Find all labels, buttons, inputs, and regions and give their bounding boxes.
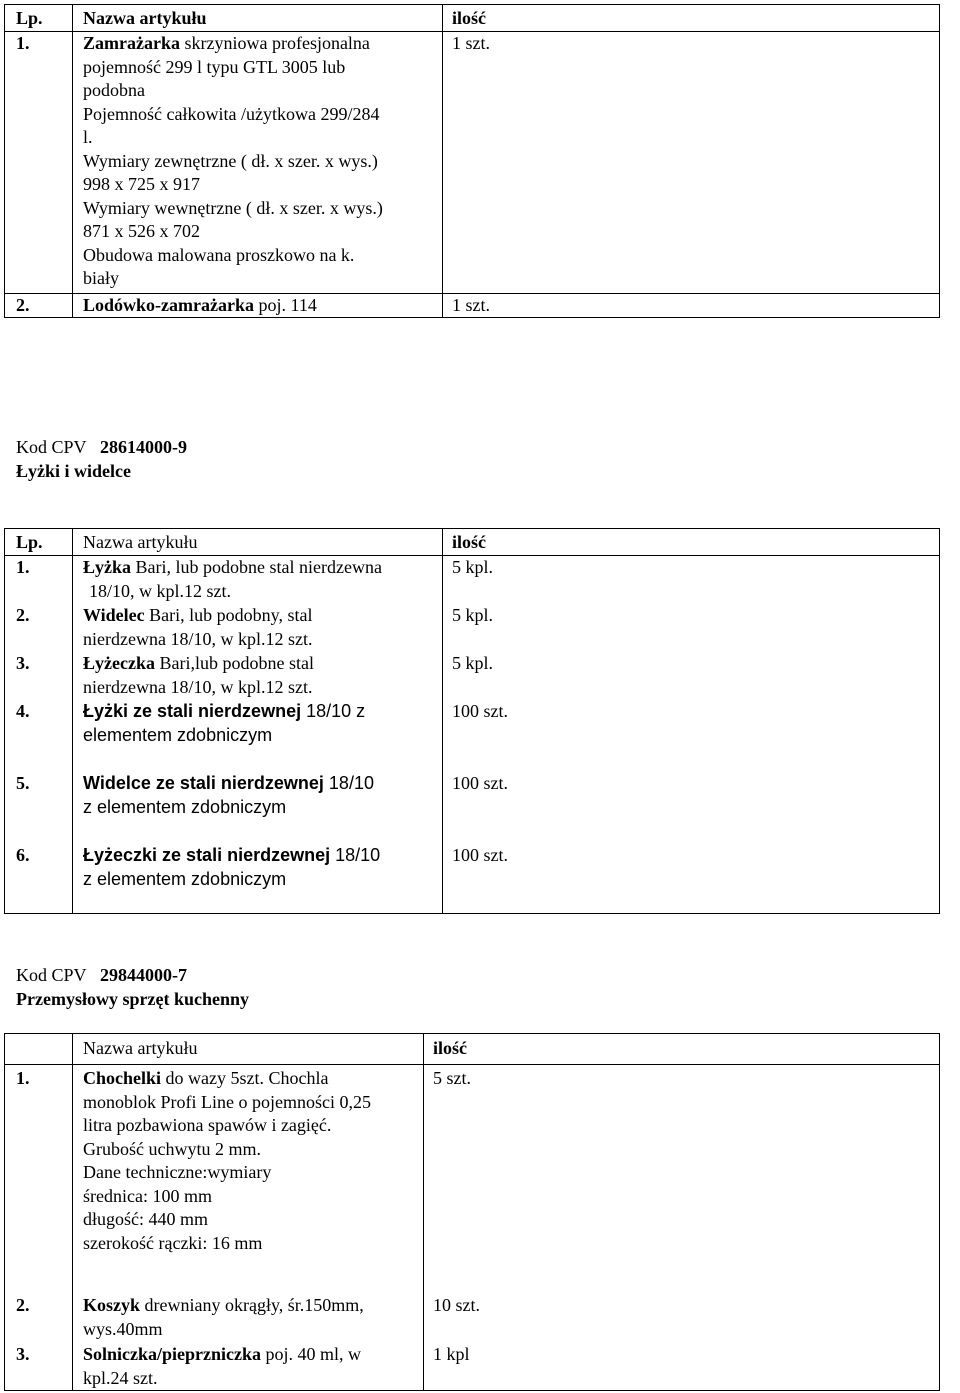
- row-lp: 3.: [16, 653, 30, 673]
- cpv-label: Kod CPV: [16, 437, 87, 457]
- table-row: Lodówko-zamrażarka poj. 114: [83, 295, 317, 315]
- table-row: Łyżka Bari, lub podobne stal nierdzewna 18/10, w kpl.12 szt.: [83, 557, 382, 601]
- header-name: Nazwa artykułu: [83, 8, 207, 28]
- row-qty: 5 kpl.: [452, 605, 494, 625]
- row-qty: 10 szt.: [433, 1295, 480, 1315]
- row-lp: 2.: [16, 295, 30, 315]
- row-qty: 5 kpl.: [452, 653, 494, 673]
- item-name: Koszyk: [83, 1295, 141, 1315]
- item-name: Zamrażarka: [83, 33, 180, 53]
- table-refrigeration: [4, 4, 940, 318]
- item-name: Chochelki: [83, 1068, 162, 1088]
- row-lp: 4.: [16, 701, 30, 721]
- table-row: Koszyk drewniany okrągły, śr.150mm, wys.40mm: [83, 1295, 364, 1339]
- item-name: Łyżeczka: [83, 653, 155, 673]
- row-qty: 100 szt.: [452, 701, 508, 721]
- row-lp: 3.: [16, 1344, 30, 1364]
- header-qty: ilość: [433, 1038, 467, 1058]
- section-title: Łyżki i widelce: [16, 461, 131, 481]
- row-qty: 100 szt.: [452, 773, 508, 793]
- item-name: Łyżki ze stali nierdzewnej: [83, 701, 302, 721]
- table-row: Solniczka/pieprzniczka poj. 40 ml, w kpl.24 szt.: [83, 1344, 362, 1388]
- cpv-label: Kod CPV: [16, 965, 87, 985]
- item-name: Łyżeczki ze stali nierdzewnej: [83, 845, 331, 865]
- row-qty: 5 szt.: [433, 1068, 471, 1088]
- cpv-code: 29844000-7: [100, 965, 188, 985]
- row-qty: 1 szt.: [452, 33, 490, 53]
- item-name: Widelce ze stali nierdzewnej: [83, 773, 324, 793]
- row-qty: 100 szt.: [452, 845, 508, 865]
- table-row: Łyżeczki ze stali nierdzewnej 18/10 z elementem zdobniczym: [83, 845, 381, 889]
- cpv-code-line: [16, 963, 187, 988]
- table-row: Chochelki do wazy 5szt. Chochla monoblok Profi Line o pojemności 0,25 litra pozbawiona spawów i zagięć. Grubość uchwytu 2 mm. Dane techniczne:wymiary średnica: 100 mm długość: 440 mm szerokość rączki: 16 mm: [83, 1068, 371, 1253]
- header-lp: Lp.: [16, 8, 43, 28]
- cpv-code: 28614000-9: [100, 437, 188, 457]
- section-title: Przemysłowy sprzęt kuchenny: [16, 989, 249, 1009]
- row-qty: 1 kpl: [433, 1344, 470, 1364]
- table-row: Zamrażarka skrzyniowa profesjonalna pojemność 299 l typu GTL 3005 lub podobna Pojemność całkowita /użytkowa 299/284 l. Wymiary zewnętrzne ( dł. x szer. x wys.) 998 x 725 x 917 Wymiary wewnętrzne ( dł. x szer. x wys.) 871 x 526 x 702 Obudowa malowana proszkowo na k. biały: [83, 33, 383, 288]
- table-row: Łyżki ze stali nierdzewnej 18/10 z elementem zdobniczym: [83, 701, 366, 745]
- header-name: Nazwa artykułu: [83, 1038, 198, 1058]
- table-cutlery: [4, 528, 940, 914]
- item-name: Łyżka: [83, 557, 132, 577]
- row-qty: 5 kpl.: [452, 557, 494, 577]
- row-qty: 1 szt.: [452, 295, 490, 315]
- row-lp: 2.: [16, 1295, 30, 1315]
- header-lp: Lp.: [16, 532, 43, 552]
- row-lp: 1.: [16, 1068, 30, 1088]
- item-name: Widelec: [83, 605, 145, 625]
- header-qty: ilość: [452, 532, 486, 552]
- item-name: Solniczka/pieprzniczka: [83, 1344, 262, 1364]
- table-row: Widelec Bari, lub podobny, stal nierdzewna 18/10, w kpl.12 szt.: [83, 605, 313, 649]
- row-lp: 2.: [16, 605, 30, 625]
- row-lp: 6.: [16, 845, 30, 865]
- table-row: Widelce ze stali nierdzewnej 18/10 z elementem zdobniczym: [83, 773, 374, 817]
- header-qty: ilość: [452, 8, 486, 28]
- table-row: Łyżeczka Bari,lub podobne stal nierdzewna 18/10, w kpl.12 szt.: [83, 653, 314, 697]
- row-lp: 1.: [16, 557, 30, 577]
- header-name: Nazwa artykułu: [83, 532, 198, 552]
- row-lp: 1.: [16, 33, 30, 53]
- cpv-code-line: [16, 435, 187, 460]
- table-kitchen-equipment: [4, 1033, 940, 1391]
- item-name: Lodówko-zamrażarka: [83, 295, 254, 315]
- row-lp: 5.: [16, 773, 30, 793]
